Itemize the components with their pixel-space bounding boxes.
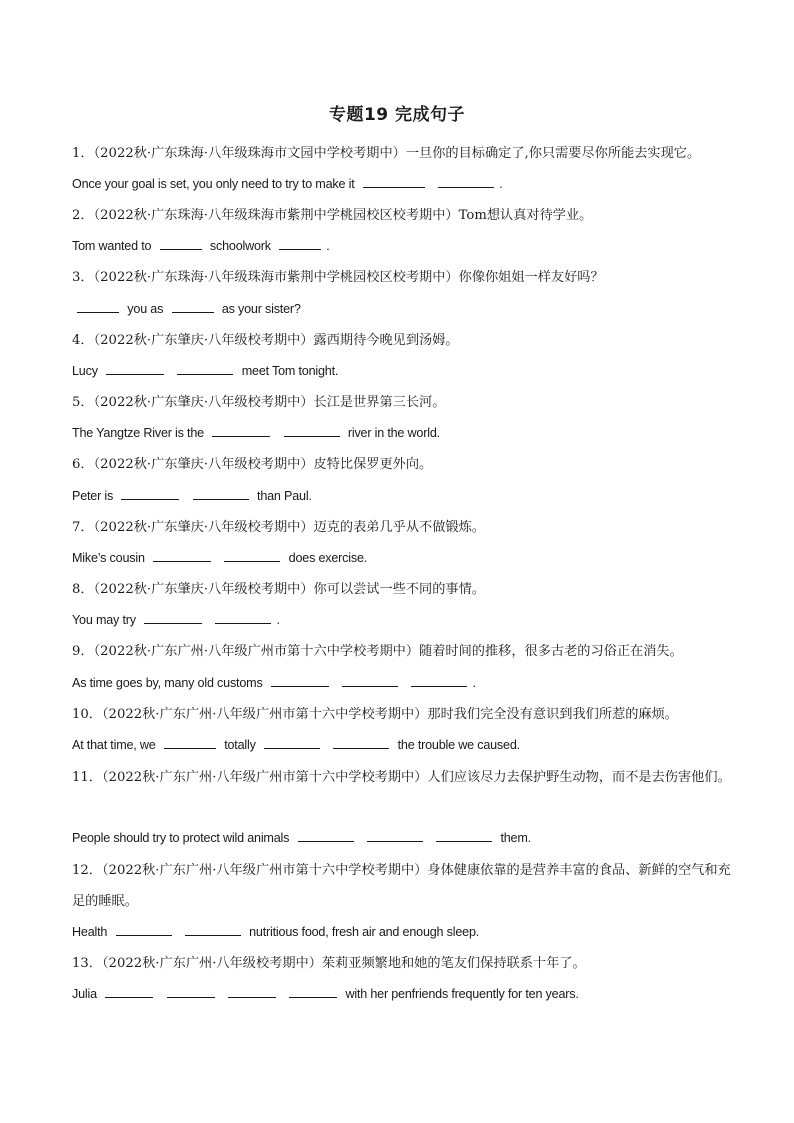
answer-text: As time goes by, many old customs [72,676,266,690]
answer-text: meet Tom tonight. [238,364,339,378]
answer-line-2 [72,236,732,256]
page-title: 专题19 完成句子 [328,105,466,125]
answer-blank[interactable] [160,248,202,250]
answer-text: does exercise. [285,551,368,565]
answer-blank[interactable] [224,560,280,562]
question-12: 12．（2022秋·广东广州·八年级广州市第十六中学校考期中）身体健康依靠的是营养丰富的食品、新鲜的空气和充足的睡眠。 [72,863,731,909]
answer-text [275,426,278,440]
answer-blank[interactable] [367,840,423,842]
question-4: 4．（2022秋·广东肇庆·八年级校考期中）露西期待今晚见到汤姆。 [72,333,459,348]
answer-line-10 [72,735,732,755]
answer-text: Peter is [72,489,117,503]
answer-text: than Paul. [253,489,312,503]
answer-line-8 [72,610,732,630]
question-9: 9．（2022秋·广东广州·八年级广州市第十六中学校考期中）随着时间的推移，很多古老的习俗正在消失。 [72,644,683,659]
answer-text: Lucy [72,364,102,378]
answer-blank[interactable] [284,435,340,437]
answer-blank[interactable] [121,498,179,500]
answer-blank[interactable] [279,248,321,250]
answer-blank[interactable] [411,685,467,687]
answer-text: Health [72,925,111,939]
answer-text [177,925,180,939]
answer-text: Tom wanted to [72,239,155,253]
answer-text: river in the world. [344,426,440,440]
question-11: 11．（2022秋·广东广州·八年级广州市第十六中学校考期中）人们应该尽力去保护野生动物，而不是去伤害他们。 [72,770,731,785]
answer-text: you as [124,302,167,316]
answer-blank[interactable] [193,498,249,500]
answer-text [158,987,161,1001]
answer-text: Julia [72,987,101,1001]
answer-line-4 [72,361,732,381]
answer-text [359,831,362,845]
answer-blank[interactable] [177,373,233,375]
answer-line-1 [72,174,732,194]
question-7: 7．（2022秋·广东肇庆·八年级校考期中）迈克的表弟几乎从不做锻炼。 [72,520,485,535]
answer-blank[interactable] [77,311,119,313]
answer-text: People should try to protect wild animals [72,831,293,845]
answer-line-7 [72,548,732,568]
answer-text: nutritious food, fresh air and enough sleep. [245,925,480,939]
answer-line-9 [72,673,732,693]
answer-text [334,676,337,690]
answer-text: schoolwork [206,239,275,253]
answer-line-13 [72,984,732,1004]
answer-text: At that time, we [72,738,159,752]
answer-blank[interactable] [289,996,337,998]
answer-blank[interactable] [436,840,492,842]
answer-line-12 [72,922,732,942]
answer-blank[interactable] [333,747,389,749]
answer-blank[interactable] [215,622,271,624]
question-1: 1．（2022秋·广东珠海·八年级珠海市文园中学校考期中）一旦你的目标确定了,你只需要尽你所能去实现它。 [72,146,701,161]
answer-blank[interactable] [167,996,215,998]
answer-text: totally [220,738,259,752]
answer-blank[interactable] [153,560,211,562]
question-2: 2．（2022秋·广东珠海·八年级珠海市紫荆中学桃园校区校考期中）Tom想认真对待学业。 [72,208,593,223]
answer-text [325,738,328,752]
answer-text: with her penfriends frequently for ten years. [342,987,579,1001]
answer-text: The Yangtze River is the [72,426,208,440]
answer-text: . [276,613,280,627]
answer-blank[interactable] [105,996,153,998]
answer-blank[interactable] [271,685,329,687]
question-5: 5．（2022秋·广东肇庆·八年级校考期中）长江是世界第三长河。 [72,395,446,410]
answer-line-3 [72,299,732,319]
answer-blank[interactable] [264,747,320,749]
answer-blank[interactable] [106,373,164,375]
question-6: 6．（2022秋·广东肇庆·八年级校考期中）皮特比保罗更外向。 [72,457,433,472]
answer-blank[interactable] [185,934,241,936]
answer-text [184,489,187,503]
answer-text: as your sister? [218,302,301,316]
answer-text [281,987,284,1001]
answer-line-5 [72,423,732,443]
answer-text [220,987,223,1001]
answer-blank[interactable] [342,685,398,687]
answer-text [403,676,406,690]
answer-blank[interactable] [212,435,270,437]
answer-blank[interactable] [144,622,202,624]
answer-blank[interactable] [438,186,494,188]
answer-text: them. [497,831,531,845]
question-8: 8．（2022秋·广东肇庆·八年级校考期中）你可以尝试一些不同的事情。 [72,582,485,597]
answer-line-11 [72,828,732,848]
question-13: 13．（2022秋·广东广州·八年级校考期中）茱莉亚频繁地和她的笔友们保持联系十年了。 [72,956,586,971]
answer-text [430,177,433,191]
answer-text: . [472,676,476,690]
answer-text [207,613,210,627]
answer-blank[interactable] [116,934,172,936]
question-10: 10．（2022秋·广东广州·八年级广州市第十六中学校考期中）那时我们完全没有意识到我们所惹的麻烦。 [72,707,678,722]
answer-text: You may try [72,613,140,627]
answer-text: Mike’s cousin [72,551,149,565]
answer-blank[interactable] [298,840,354,842]
answer-blank[interactable] [228,996,276,998]
answer-blank[interactable] [363,186,425,188]
answer-text: . [326,239,330,253]
answer-text: the trouble we caused. [394,738,520,752]
answer-text [169,364,172,378]
answer-line-6 [72,486,732,506]
answer-text [428,831,431,845]
answer-text: . [499,177,503,191]
question-3: 3．（2022秋·广东珠海·八年级珠海市紫荆中学桃园校区校考期中）你像你姐姐一样友好吗？ [72,270,604,285]
answer-text [216,551,219,565]
answer-blank[interactable] [172,311,214,313]
answer-text: Once your goal is set, you only need to try to make it [72,177,358,191]
answer-blank[interactable] [164,747,216,749]
